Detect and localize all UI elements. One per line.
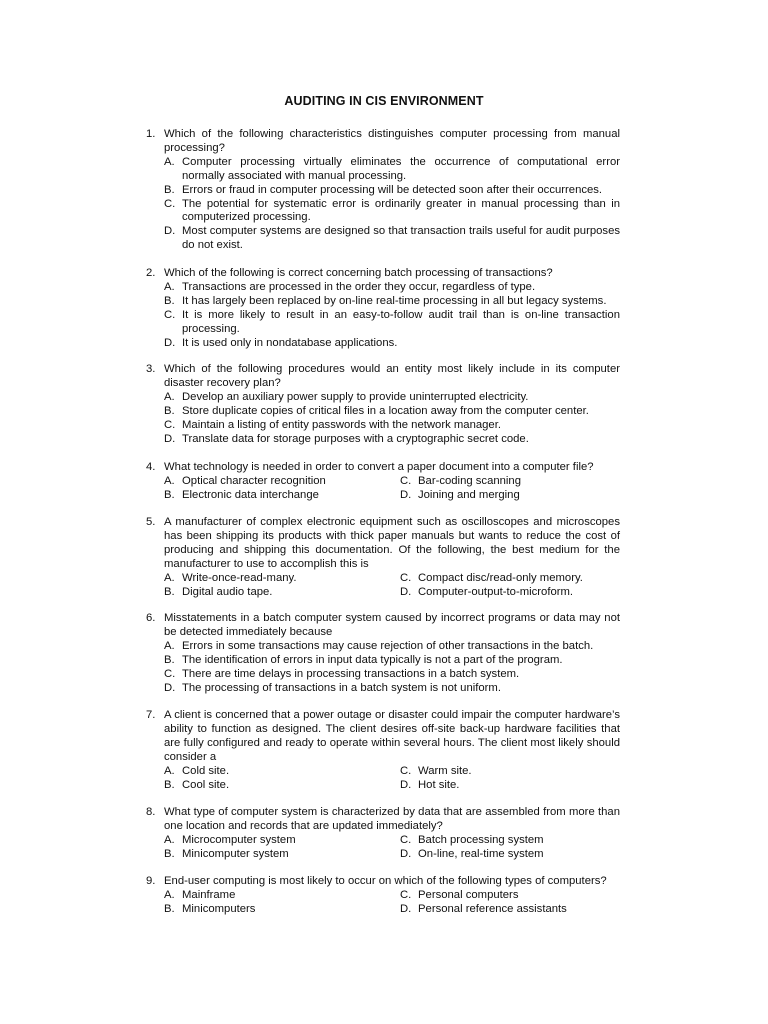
option-text: It has largely been replaced by on-line real-time processing in all but legacy systems. bbox=[182, 294, 607, 307]
option-a bbox=[164, 475, 400, 489]
option-a bbox=[164, 156, 620, 184]
option-text: The potential for systematic error is ordinarily greater in manual processing than in computerized processing. bbox=[182, 197, 620, 224]
question-3 bbox=[146, 363, 620, 446]
option-b bbox=[164, 184, 620, 198]
question-stem: What type of computer system is characterized by data that are assembled from more than one location and records that are updated immediately? bbox=[164, 806, 620, 832]
option-text: Compact disc/read-only memory. bbox=[418, 571, 583, 584]
option-letter: B. bbox=[164, 488, 175, 501]
option-a bbox=[164, 889, 400, 903]
option-text: Microcomputer system bbox=[182, 833, 296, 846]
option-b bbox=[164, 848, 400, 862]
option-letter: C. bbox=[400, 764, 412, 777]
option-c bbox=[400, 765, 620, 779]
option-text: Bar-coding scanning bbox=[418, 474, 521, 487]
option-text: Translate data for storage purposes with a cryptographic secret code. bbox=[182, 432, 529, 445]
option-letter: C. bbox=[400, 833, 412, 846]
question-number: 4. bbox=[146, 461, 156, 473]
option-letter: B. bbox=[164, 585, 175, 598]
option-text: Electronic data interchange bbox=[182, 488, 319, 501]
option-text: There are time delays in processing transactions in a batch system. bbox=[182, 667, 520, 680]
question-8 bbox=[146, 806, 620, 862]
option-text: Personal computers bbox=[418, 888, 519, 901]
question-4 bbox=[146, 461, 620, 503]
option-letter: C. bbox=[400, 571, 412, 584]
option-c bbox=[400, 475, 620, 489]
question-stem: Misstatements in a batch computer system caused by incorrect programs or data may not be detected immediately because bbox=[164, 612, 620, 638]
question-number: 6. bbox=[146, 612, 156, 624]
question-stem: Which of the following procedures would an entity most likely include in its computer disaster recovery plan? bbox=[164, 363, 620, 389]
option-b bbox=[164, 586, 400, 600]
option-text: The processing of transactions in a batch system is not uniform. bbox=[182, 681, 501, 694]
option-a bbox=[164, 765, 400, 779]
option-text: Minicomputer system bbox=[182, 847, 289, 860]
option-b bbox=[164, 295, 620, 309]
option-letter: D. bbox=[400, 585, 412, 598]
question-stem: Which of the following is correct concerning batch processing of transactions? bbox=[164, 267, 553, 279]
option-a bbox=[164, 640, 620, 654]
option-a bbox=[164, 391, 620, 405]
option-letter: A. bbox=[164, 155, 175, 168]
option-b bbox=[164, 654, 620, 668]
option-letter: B. bbox=[164, 294, 175, 307]
option-letter: D. bbox=[164, 681, 176, 694]
option-b bbox=[164, 489, 400, 503]
option-c bbox=[400, 572, 620, 586]
option-text: Optical character recognition bbox=[182, 474, 326, 487]
option-letter: D. bbox=[400, 488, 412, 501]
option-text: Computer processing virtually eliminates the occurrence of computational error normally associated with manual processing. bbox=[182, 155, 620, 182]
option-letter: C. bbox=[400, 474, 412, 487]
option-text: Joining and merging bbox=[418, 488, 520, 501]
option-text: The identification of errors in input data typically is not a part of the program. bbox=[182, 653, 563, 666]
option-text: Maintain a listing of entity passwords with the network manager. bbox=[182, 418, 501, 431]
option-text: Transactions are processed in the order they occur, regardless of type. bbox=[182, 280, 536, 293]
option-text: Most computer systems are designed so that transaction trails useful for audit purposes do not exist. bbox=[182, 225, 620, 252]
option-text: Mainframe bbox=[182, 888, 236, 901]
question-6 bbox=[146, 612, 620, 695]
option-b bbox=[164, 779, 400, 793]
option-letter: D. bbox=[164, 225, 176, 238]
question-9 bbox=[146, 875, 620, 917]
option-d bbox=[164, 682, 620, 696]
option-text: Cool site. bbox=[182, 778, 230, 791]
option-text: Errors in some transactions may cause rejection of other transactions in the batch. bbox=[182, 639, 594, 652]
question-stem: Which of the following characteristics distinguishes computer processing from manual processing? bbox=[164, 128, 620, 154]
option-c bbox=[164, 419, 620, 433]
option-letter: D. bbox=[164, 432, 176, 445]
option-text: Computer-output-to-microform. bbox=[418, 585, 574, 598]
option-text: Develop an auxiliary power supply to provide uninterrupted electricity. bbox=[182, 390, 529, 403]
option-letter: A. bbox=[164, 571, 175, 584]
option-a bbox=[164, 834, 400, 848]
option-c bbox=[400, 834, 620, 848]
option-a bbox=[164, 281, 620, 295]
option-letter: A. bbox=[164, 764, 175, 777]
option-d bbox=[164, 433, 620, 447]
option-letter: A. bbox=[164, 280, 175, 293]
option-d bbox=[400, 903, 620, 917]
option-letter: B. bbox=[164, 653, 175, 666]
question-number: 2. bbox=[146, 267, 156, 279]
option-text: Store duplicate copies of critical files in a location away from the computer center. bbox=[182, 404, 589, 417]
option-d bbox=[400, 779, 620, 793]
option-text: It is more likely to result in an easy-to-follow audit trail than is on-line transaction processing. bbox=[182, 308, 620, 335]
option-d bbox=[400, 489, 620, 503]
question-1 bbox=[146, 128, 620, 253]
option-a bbox=[164, 572, 400, 586]
option-text: Minicomputers bbox=[182, 902, 256, 915]
option-letter: D. bbox=[164, 336, 176, 349]
option-d bbox=[164, 337, 620, 351]
question-stem: A client is concerned that a power outage or disaster could impair the computer hardware’s ability to function as designed. The client desires off-site back-up hardware facilities that are fully configured and ready to operate within several hours. The client most likely should consider a bbox=[164, 709, 620, 763]
option-letter: B. bbox=[164, 902, 175, 915]
question-stem: A manufacturer of complex electronic equipment such as oscilloscopes and microscopes has been shipping its products with thick paper manuals but wants to reduce the cost of producing and shipping this documentation. Of the following, the best medium for the manufacturer to use to accomplish this is bbox=[164, 516, 620, 570]
option-letter: A. bbox=[164, 888, 175, 901]
option-d bbox=[164, 225, 620, 253]
option-b bbox=[164, 405, 620, 419]
option-text: Cold site. bbox=[182, 764, 230, 777]
question-stem: What technology is needed in order to convert a paper document into a computer file? bbox=[164, 461, 594, 473]
option-b bbox=[164, 903, 400, 917]
question-number: 1. bbox=[146, 128, 156, 140]
question-number: 3. bbox=[146, 363, 156, 375]
option-letter: B. bbox=[164, 778, 175, 791]
option-text: Personal reference assistants bbox=[418, 902, 567, 915]
option-letter: D. bbox=[400, 902, 412, 915]
question-number: 8. bbox=[146, 806, 156, 818]
option-c bbox=[164, 668, 620, 682]
option-text: Digital audio tape. bbox=[182, 585, 273, 598]
option-letter: D. bbox=[400, 847, 412, 860]
option-text: It is used only in nondatabase applications. bbox=[182, 336, 398, 349]
option-letter: C. bbox=[400, 888, 412, 901]
option-letter: B. bbox=[164, 404, 175, 417]
option-letter: A. bbox=[164, 833, 175, 846]
option-text: On-line, real-time system bbox=[418, 847, 544, 860]
option-text: Errors or fraud in computer processing will be detected soon after their occurrences. bbox=[182, 183, 603, 196]
question-7 bbox=[146, 709, 620, 792]
option-c bbox=[164, 198, 620, 226]
question-5 bbox=[146, 516, 620, 599]
question-number: 5. bbox=[146, 516, 156, 528]
option-d bbox=[400, 586, 620, 600]
option-c bbox=[164, 309, 620, 337]
option-text: Warm site. bbox=[418, 764, 472, 777]
option-letter: A. bbox=[164, 639, 175, 652]
option-letter: A. bbox=[164, 390, 175, 403]
option-letter: B. bbox=[164, 847, 175, 860]
option-letter: C. bbox=[164, 308, 176, 321]
question-stem: End-user computing is most likely to occur on which of the following types of computers? bbox=[164, 875, 607, 887]
option-letter: C. bbox=[164, 667, 176, 680]
option-text: Hot site. bbox=[418, 778, 460, 791]
question-number: 9. bbox=[146, 875, 156, 887]
option-text: Batch processing system bbox=[418, 833, 544, 846]
option-text: Write-once-read-many. bbox=[182, 571, 297, 584]
option-letter: C. bbox=[164, 197, 176, 210]
option-letter: C. bbox=[164, 418, 176, 431]
option-letter: B. bbox=[164, 183, 175, 196]
option-c bbox=[400, 889, 620, 903]
option-letter: A. bbox=[164, 474, 175, 487]
document-title: AUDITING IN CIS ENVIRONMENT bbox=[284, 94, 484, 108]
option-d bbox=[400, 848, 620, 862]
option-letter: D. bbox=[400, 778, 412, 791]
question-number: 7. bbox=[146, 709, 156, 721]
question-2 bbox=[146, 267, 620, 350]
